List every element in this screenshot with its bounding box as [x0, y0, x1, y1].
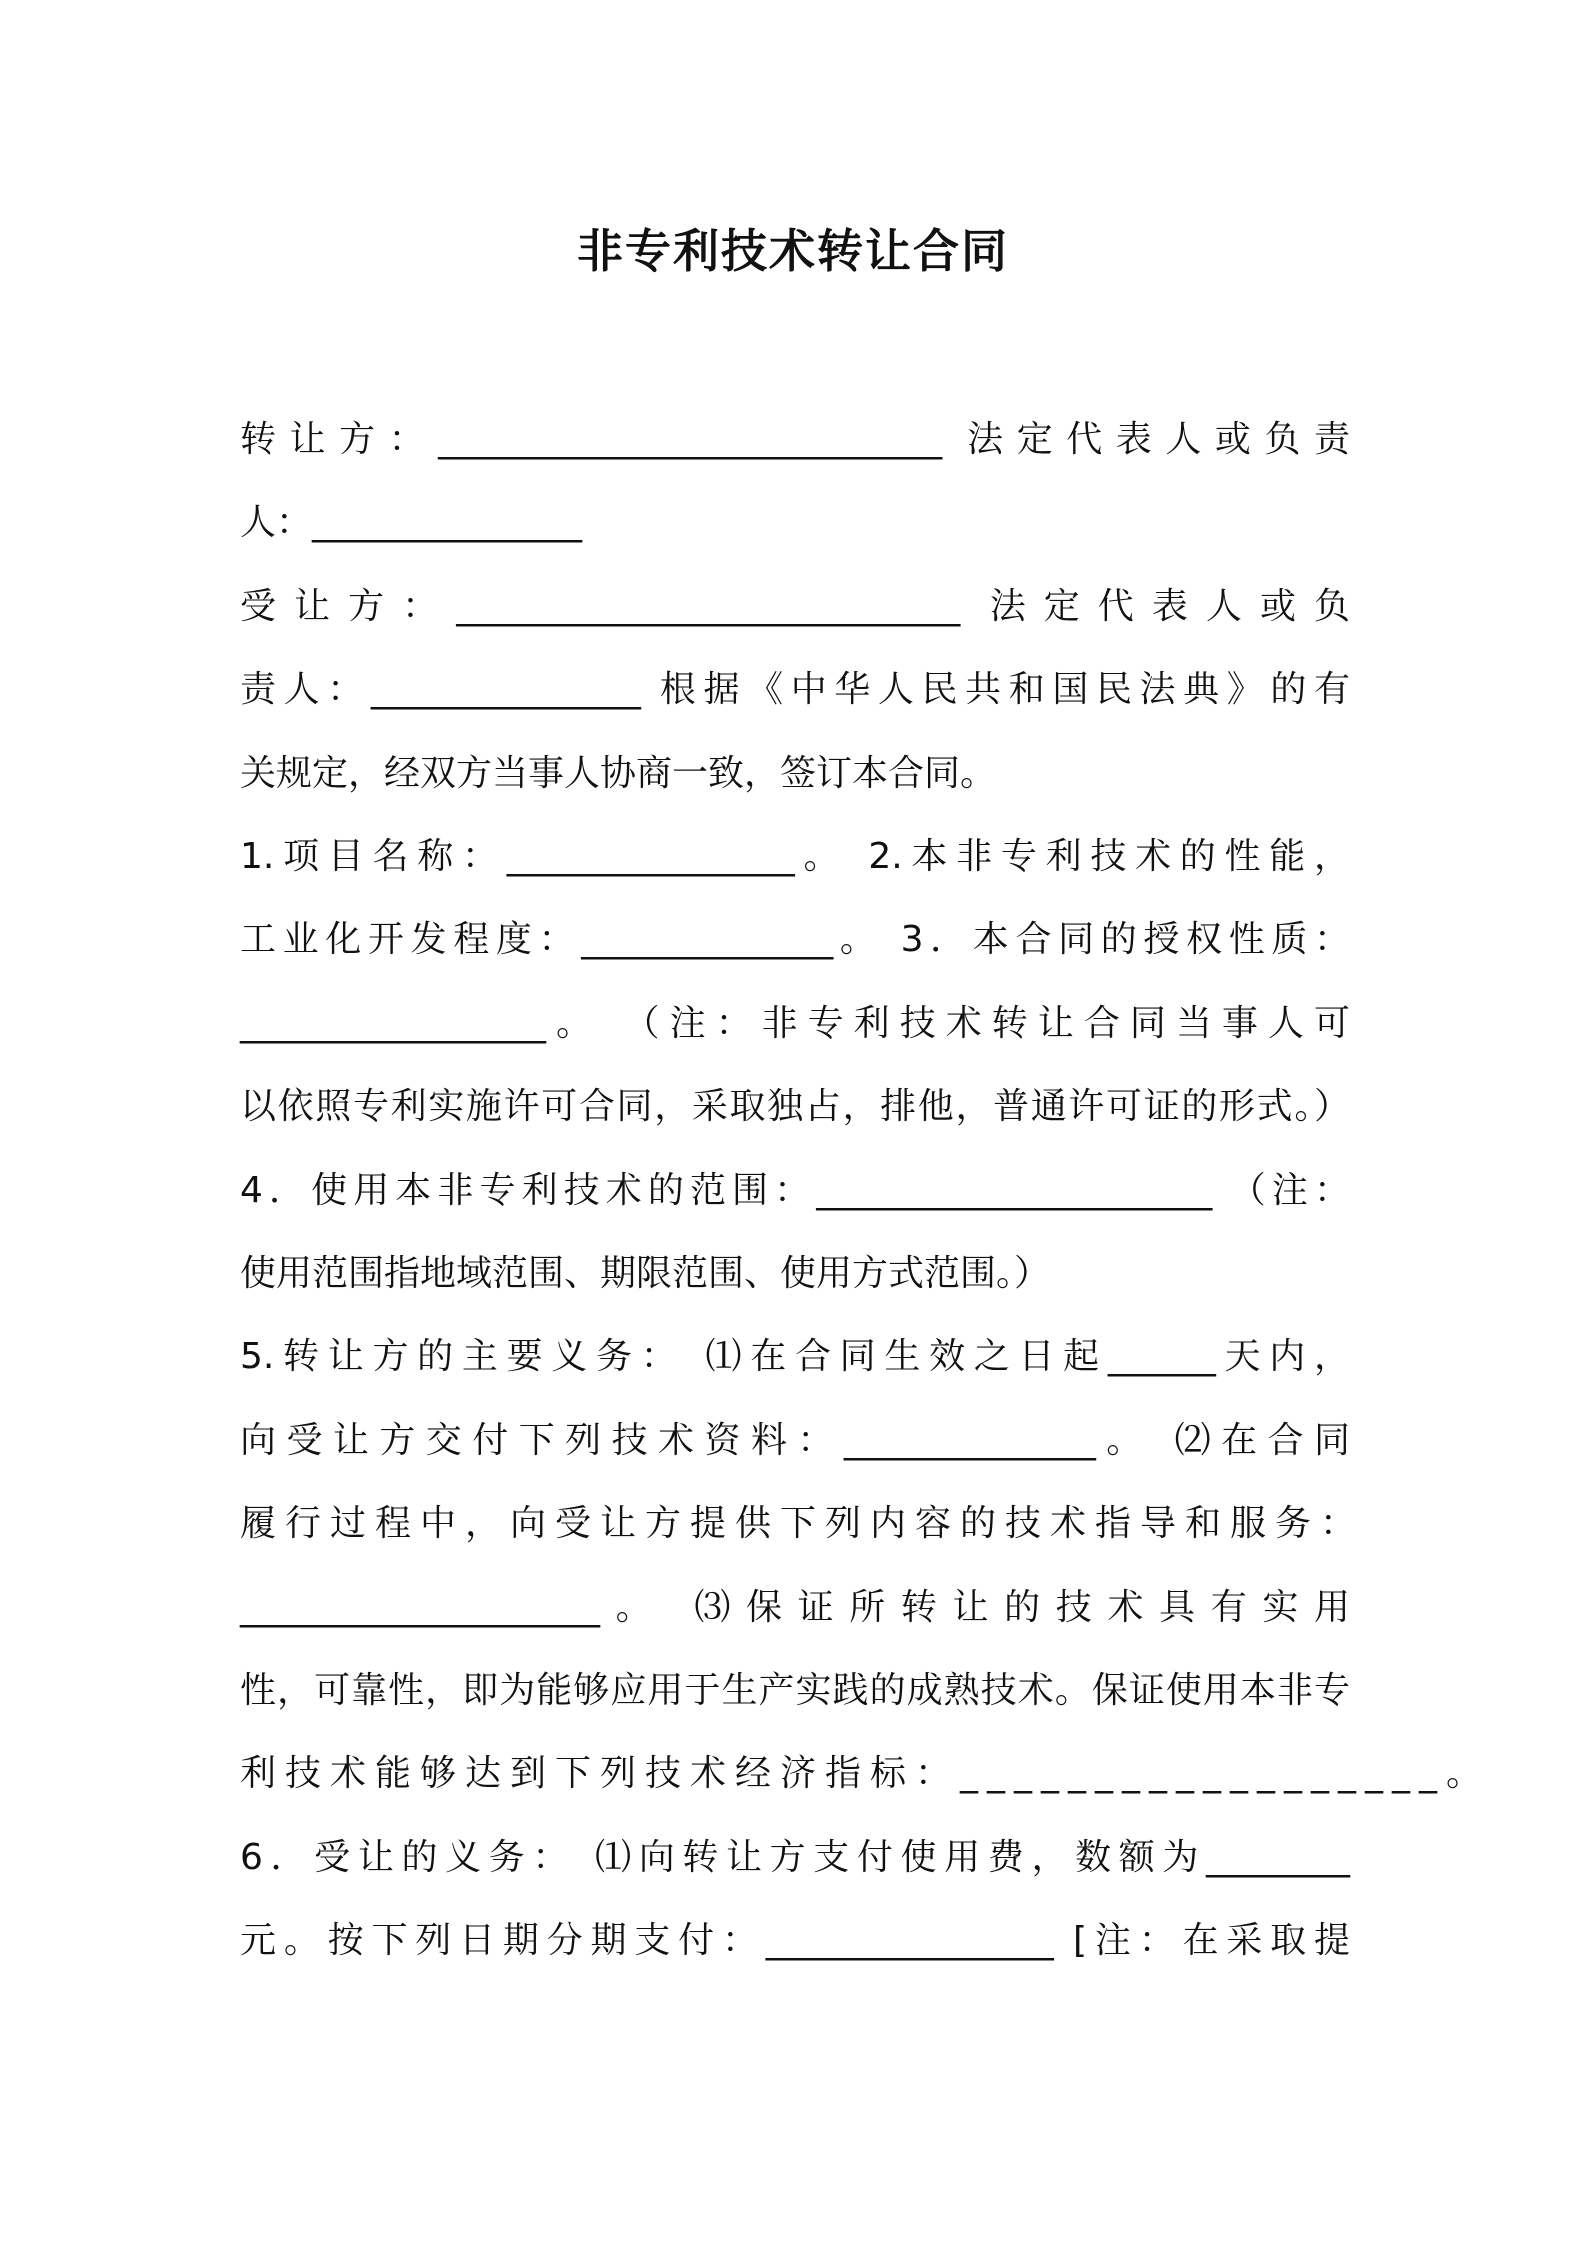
text-line-tech-guidance: 履行过程中，向受让方提供下列内容的技术指导和服务： — [240, 1503, 1366, 1544]
text-line-guarantee: ____________________。 ⑶保证所转让的技术具有实用 — [240, 1587, 1350, 1628]
text-line-item-5: 5.转让方的主要义务： ⑴在合同生效之日起______天内， — [240, 1336, 1350, 1377]
text-line-transferor: 转让方：____________________________ 法定代表人或负责 — [240, 419, 1350, 460]
text-line-item-3-note: _________________。 （注：非专利技术转让合同当事人可 — [240, 1003, 1350, 1044]
text-line-item-4: 4．使用本非专利技术的范围：______________________ （注： — [240, 1170, 1350, 1211]
text-line-agreement: 关规定，经双方当事人协商一致，签订本合同。 — [240, 753, 997, 794]
text-line-item-6: 6．受让的义务： ⑴向转让方支付使用费，数额为________ — [240, 1837, 1350, 1878]
text-line-item-1: 1.项目名称：________________。 2.本非专利技术的性能， — [240, 836, 1350, 877]
text-line-license-forms: 以依照专利实施许可合同，采取独占，排他，普通许可证的形式。） — [240, 1086, 1350, 1127]
text-line-transferee-rep: 责人：_______________ 根据《中华人民共和国民法典》的有 — [240, 669, 1350, 710]
text-line-installments: 元。按下列日期分期支付：________________ [注：在采取提 — [240, 1920, 1350, 1961]
text-line-mature-tech: 性，可靠性，即为能够应用于生产实践的成熟技术。保证使用本非专 — [240, 1670, 1350, 1711]
text-line-item-2-3: 工业化开发程度：______________。 3．本合同的授权性质： — [240, 919, 1350, 960]
text-line-transferee: 受让方：____________________________ 法定代表人或负 — [240, 586, 1350, 627]
text-line-scope-note: 使用范围指地域范围、期限范围、使用方式范围。） — [240, 1253, 1051, 1294]
document-title: 非专利技术转让合同 — [577, 224, 1009, 278]
text-line-indicators: 利技术能够达到下列技术经济指标：__________________。 — [240, 1753, 1492, 1794]
text-line-transferor-rep: 人：_______________ — [240, 502, 583, 543]
text-line-tech-materials: 向受让方交付下列技术资料：______________。 ⑵在合同 — [240, 1420, 1350, 1461]
